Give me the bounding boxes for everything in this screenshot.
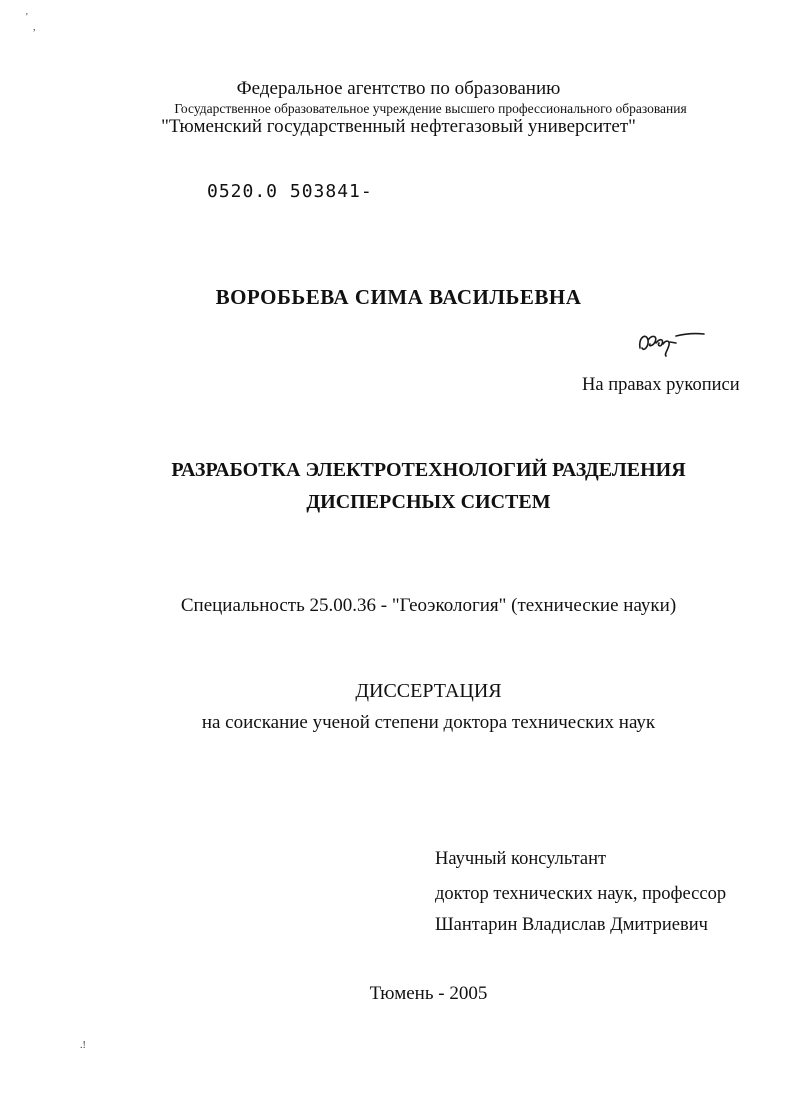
dissertation-title-line-2: ДИСПЕРСНЫХ СИСТЕМ — [306, 491, 551, 513]
author-name: ВОРОБЬЕВА СИМА ВАСИЛЬЕВНА — [215, 285, 582, 309]
institution-name: Государственное образовательное учреждение высшего профессионального образования — [174, 101, 687, 116]
place-and-year: Тюмень - 2005 — [369, 983, 488, 1004]
university-name: "Тюменский государственный нефтегазовый университет" — [161, 116, 636, 137]
scan-speck: ' — [26, 12, 28, 23]
scan-speck: , — [33, 22, 36, 33]
document-type: ДИССЕРТАЦИЯ — [355, 680, 502, 702]
agency-name: Федеральное агентство по образованию — [236, 78, 561, 99]
rights-note: На правах рукописи — [582, 375, 740, 395]
consultant-name: Шантарин Владислав Дмитриевич — [435, 915, 708, 935]
handwritten-signature — [636, 326, 706, 358]
scan-speck: .! — [80, 1040, 86, 1051]
dissertation-title-line-1: РАЗРАБОТКА ЭЛЕКТРОТЕХНОЛОГИЙ РАЗДЕЛЕНИЯ — [171, 459, 686, 481]
specialty: Специальность 25.00.36 - "Геоэкология" (технические науки) — [180, 595, 677, 616]
consultant-role: Научный консультант — [435, 849, 607, 869]
consultant-credentials: доктор технических наук, профессор — [435, 884, 727, 904]
registration-code: 0520.0 503841- — [207, 181, 373, 202]
degree-description: на соискание ученой степени доктора технических наук — [201, 712, 656, 733]
